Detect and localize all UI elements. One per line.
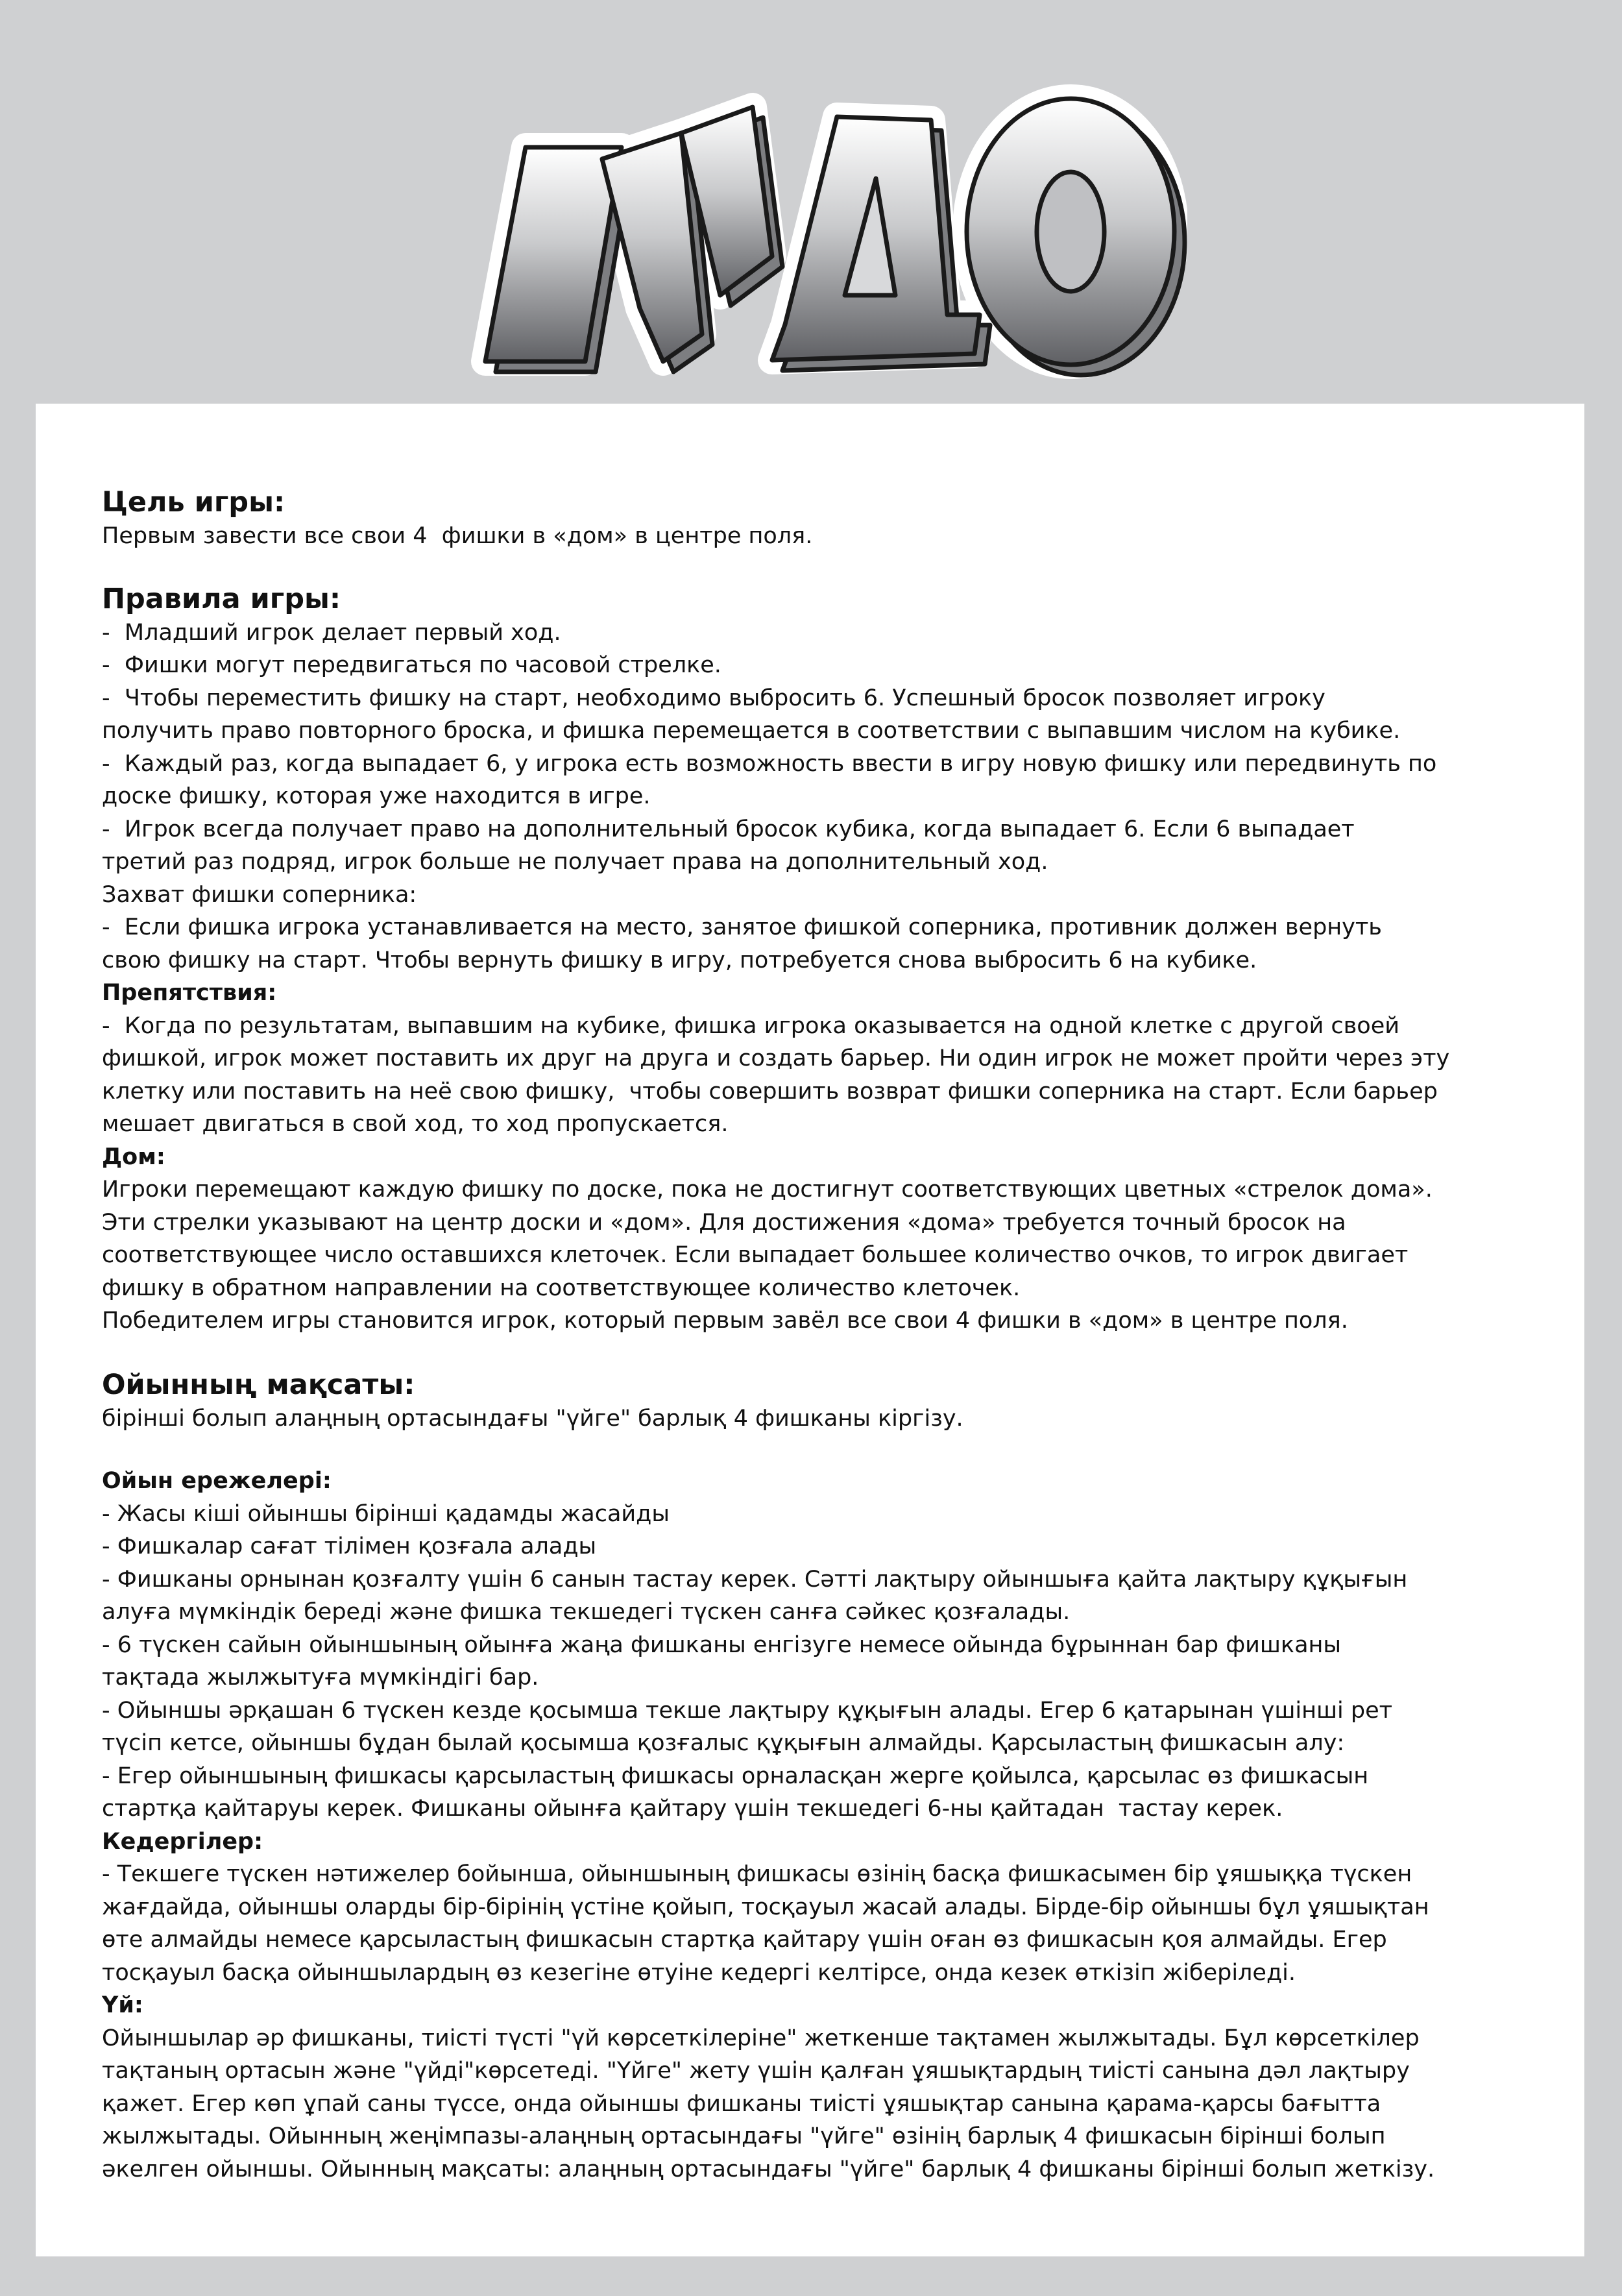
kz-obstacles-title: Кедергілер: — [102, 1828, 263, 1855]
kz-rules-line: - Жасы кіші ойыншы бірінші қадамды жасайды — [102, 1500, 670, 1527]
ru-goal-text: Первым завести все свои 4 фишки в «дом» в центре поля. — [102, 523, 813, 549]
ru-home-title: Дом: — [102, 1143, 165, 1170]
ru-obstacles-line: фишкой, игрок может поставить их друг на друга и создать барьер. Ни один игрок не может пройти через эту — [102, 1045, 1450, 1071]
kz-rules-line: түсіп кетсе, ойыншы бұдан былай қосымша қозғалыс құқығын алмайды. Қарсыластың фишкасын алу: — [102, 1730, 1345, 1756]
kz-obstacles-line: жағдайда, ойыншы оларды бір-бірінің үстіне қойып, тосқауыл жасай алады. Бірде-бір ойыншы бұл ұяшықтан — [102, 1894, 1429, 1920]
ru-rules-line: - Каждый раз, когда выпадает 6, у игрока есть возможность ввести в игру новую фишку или передвинуть по — [102, 750, 1437, 777]
rules-panel — [36, 404, 1584, 2256]
ru-obstacles-title: Препятствия: — [102, 980, 277, 1006]
logo-letter-o-hole — [1037, 172, 1104, 291]
spacer — [102, 1435, 1519, 1465]
kz-home-title: Үй: — [102, 1992, 143, 2018]
kz-obstacles-line: - Текшеге түскен нәтижелер бойынша, ойыншының фишкасы өзінің басқа фишкасымен бір ұяшыққа түскен — [102, 1861, 1412, 1887]
kz-home-line: Ойыншылар әр фишканы, тиісті түсті "үй көрсеткілеріне" жеткенше тақтамен жылжытады. Бұл көрсеткілер — [102, 2025, 1420, 2051]
ru-rules-line: - Чтобы переместить фишку на старт, необходимо выбросить 6. Успешный бросок позволяет игроку — [102, 685, 1325, 711]
ru-home-line: Игроки перемещают каждую фишку по доске, пока не достигнут соответствующих цветных «стрелок дома». — [102, 1177, 1433, 1203]
kz-rules-line: алуға мүмкіндік береді және фишка текшедегі түскен санға сәйкес қозғалады. — [102, 1599, 1071, 1625]
kz-rules-line: стартқа қайтаруы керек. Фишканы ойынға қайтару үшін текшедегі 6-ны қайтадан тастау керек. — [102, 1796, 1283, 1822]
ru-rules-line: - Если фишка игрока устанавливается на место, занятое фишкой соперника, противник должен вернуть — [102, 914, 1382, 940]
ru-rules-line: третий раз подряд, игрок больше не получает права на дополнительный ход. — [102, 849, 1048, 875]
kz-home-line: әкелген ойыншы. Ойынның мақсаты: алаңның ортасындағы "үйге" барлық 4 фишканы бірінші болып жеткізу. — [102, 2156, 1435, 2182]
ru-rules-line: получить право повторного броска, и фишка перемещается в соответствии с выпавшим числом на кубике. — [102, 718, 1401, 744]
ru-rules-title: Правила игры: — [102, 582, 341, 615]
ru-obstacles-line: мешает двигаться в свой ход, то ход пропускается. — [102, 1111, 729, 1137]
ludo-logo — [448, 62, 1187, 386]
kz-goal-text: бірінші болып алаңның ортасындағы "үйге" барлық 4 фишканы кіргізу. — [102, 1405, 963, 1432]
kz-obstacles-line: өте алмайды немесе қарсыластың фишкасын стартқа қайтару үшін оған өз фишкасын қоя алмайды. Егер — [102, 1927, 1387, 1953]
ru-home-line: Победителем игры становится игрок, который первым завёл все свои 4 фишки в «дом» в центре поля. — [102, 1308, 1348, 1334]
kz-rules-line: - Ойыншы әрқашан 6 түскен кезде қосымша текше лақтыру құқығын алады. Егер 6 қатарынан үшінші рет — [102, 1697, 1392, 1724]
ru-rules-line: - Фишки могут передвигаться по часовой стрелке. — [102, 652, 721, 678]
kz-rules-line: - Фишканы орнынан қозғалту үшін 6 санын тастау керек. Сәтті лақтыру ойыншыға қайта лақтыру құқығын — [102, 1566, 1408, 1593]
ru-rules-line: - Младший игрок делает первый ход. — [102, 619, 561, 646]
kz-obstacles-line: тосқауыл басқа ойыншылардың өз кезегіне өтуіне кедергі келтірсе, онда кезек өткізіп жіберіледі. — [102, 1959, 1296, 1986]
ru-goal-title: Цель игры: — [102, 486, 285, 519]
ru-obstacles-line: клетку или поставить на неё свою фишку, чтобы совершить возврат фишки соперника на старт. Если барьер — [102, 1078, 1438, 1105]
spacer — [102, 1337, 1519, 1367]
kz-home-line: жылжытады. Ойынның жеңімпазы-алаңның ортасындағы "үйге" өзінің барлық 4 фишкасын бірінші болып — [102, 2123, 1386, 2149]
kz-rules-line: тақтада жылжытуға мүмкіндігі бар. — [102, 1665, 539, 1691]
ru-home-line: фишку в обратном направлении на соответствующее количество клеточек. — [102, 1275, 1021, 1301]
ru-rules-line: свою фишку на старт. Чтобы вернуть фишку в игру, потребуется снова выбросить 6 на кубике. — [102, 947, 1257, 973]
spacer — [102, 553, 1519, 581]
ru-obstacles-line: - Когда по результатам, выпавшим на кубике, фишка игрока оказывается на одной клетке с другой своей — [102, 1012, 1399, 1039]
kz-rules-line: - Егер ойыншының фишкасы қарсыластың фишкасы орналасқан жерге қойылса, қарсылас өз фишкасын — [102, 1763, 1369, 1789]
kz-rules-line: - 6 түскен сайын ойыншының ойынға жаңа фишканы енгізуге немесе ойында бұрыннан бар фишканы — [102, 1631, 1342, 1658]
kz-home-line: тақтаның ортасын және "үйді"көрсетеді. "Үйге" жету үшін қалған ұяшықтардың тиісті санына дәл лақтыру — [102, 2058, 1410, 2084]
ru-home-line: Эти стрелки указывают на центр доски и «дом». Для достижения «дома» требуется точный бросок на — [102, 1209, 1346, 1236]
ru-rules-line: доске фишку, которая уже находится в игре. — [102, 783, 651, 809]
kz-goal-title: Ойынның мақсаты: — [102, 1368, 415, 1401]
ru-rules-line: - Игрок всегда получает право на дополнительный бросок кубика, когда выпадает 6. Если 6 выпадает — [102, 816, 1355, 842]
kz-rules-title: Ойын ережелері: — [102, 1468, 332, 1494]
ru-home-line: соответствующее число оставшихся клеточек. Если выпадает большее количество очков, то игрок двигает — [102, 1242, 1409, 1268]
ru-rules-line: Захват фишки соперника: — [102, 881, 417, 908]
kz-rules-line: - Фишкалар сағат тілімен қозғала алады — [102, 1533, 597, 1559]
kz-home-line: қажет. Егер көп ұпай саны түссе, онда ойыншы фишканы тиісті ұяшықтар санына қарама-қарсы бағытта — [102, 2090, 1381, 2117]
